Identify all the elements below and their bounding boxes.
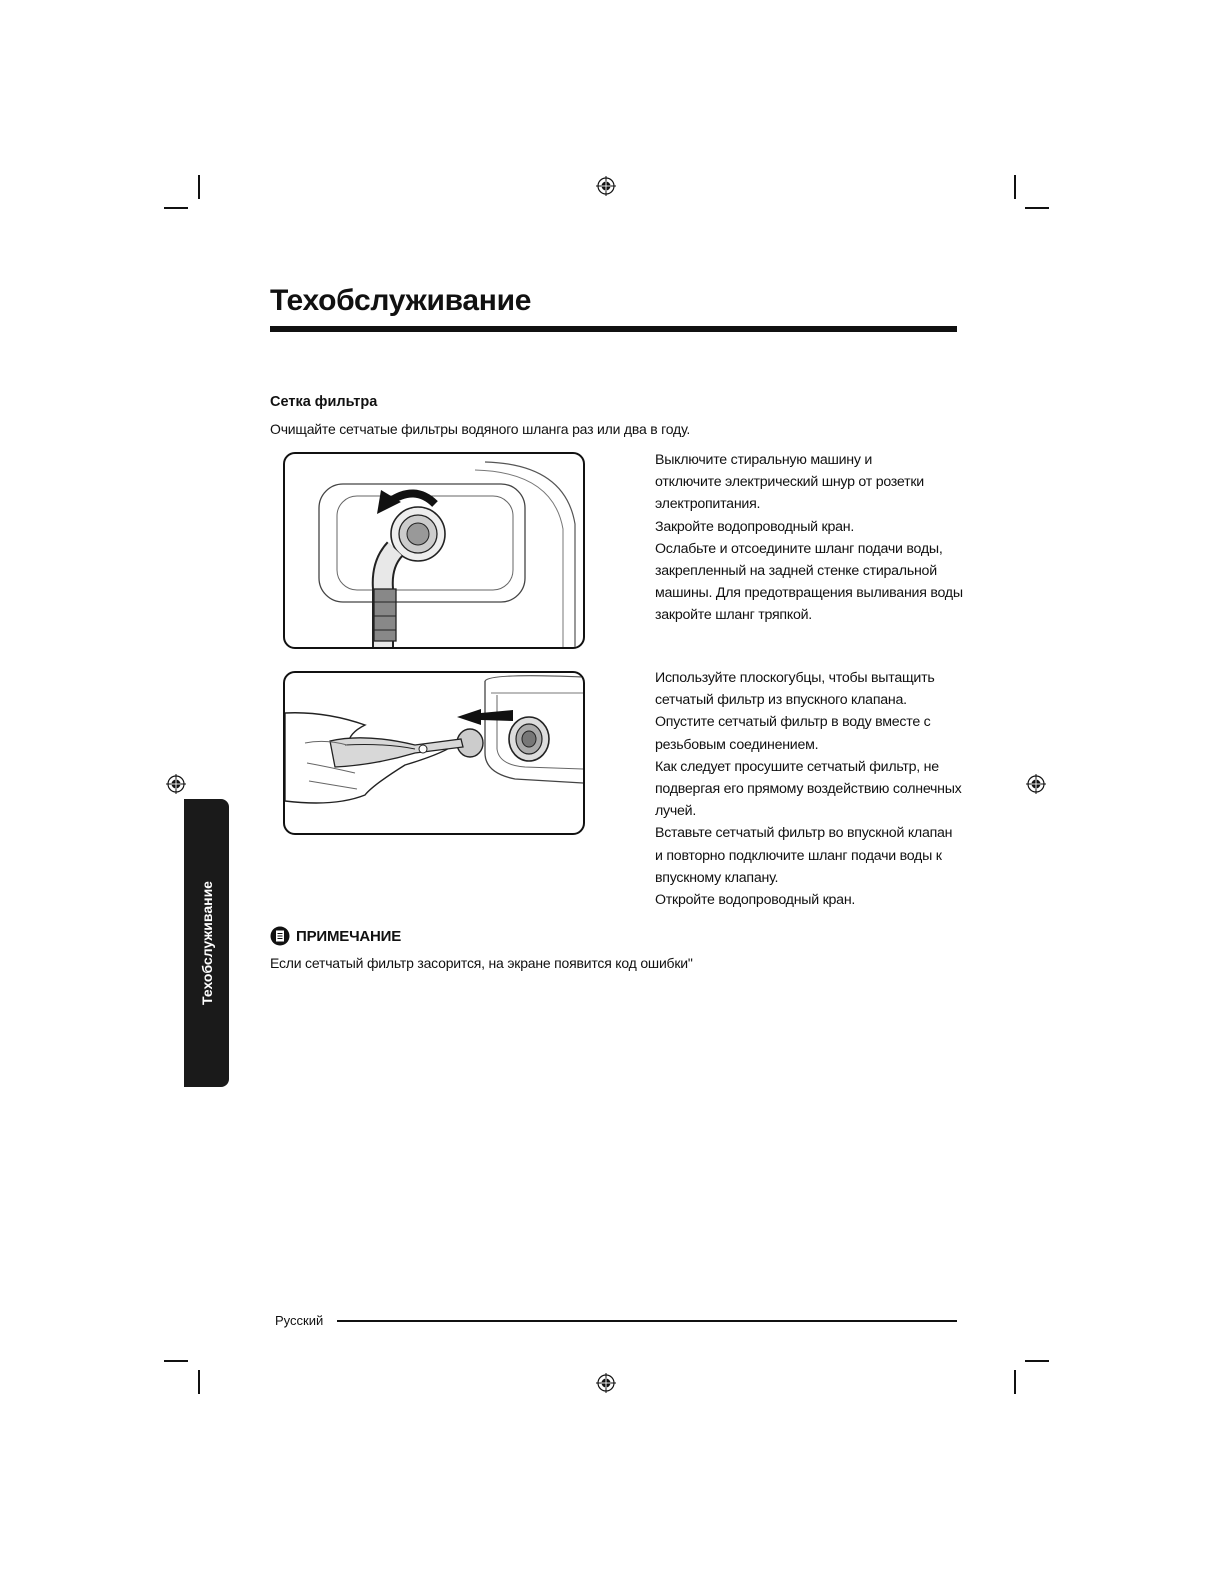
instruction-line: лучей. — [655, 803, 697, 820]
note-text: Если сетчатый фильтр засорится, на экране появится код ошибки" — [270, 955, 693, 971]
section-title: Сетка фильтра — [270, 394, 378, 410]
crop-mark-top-right-v — [1014, 175, 1016, 199]
registration-mark-icon — [596, 1373, 616, 1393]
instruction-line: отключите электрический шнур от розетки — [655, 474, 924, 491]
pliers-filter-removal-illustration — [283, 671, 585, 835]
registration-mark-icon — [596, 176, 616, 196]
crop-mark-top-left-h — [164, 207, 188, 209]
instruction-line: машины. Для предотвращения выливания воды — [655, 585, 963, 602]
side-chapter-tab — [184, 799, 229, 1087]
instruction-line: закрепленный на задней стенке стиральной — [655, 563, 937, 580]
instruction-line: Закройте водопроводный кран. — [655, 518, 855, 535]
note-icon — [270, 926, 290, 946]
page-title: Техобслуживание — [270, 284, 532, 317]
crop-mark-top-left-v — [198, 175, 200, 199]
footer-rule — [337, 1320, 957, 1322]
instruction-line: подвергая его прямому воздействию солнечных — [655, 781, 962, 798]
footer-language: Русский — [275, 1313, 324, 1328]
instruction-line: электропитания. — [655, 496, 761, 513]
crop-mark-bottom-right-v — [1014, 1370, 1016, 1394]
registration-mark-icon — [166, 774, 186, 794]
instruction-line: Как следует просушите сетчатый фильтр, не — [655, 758, 939, 775]
hose-disconnect-illustration — [283, 452, 585, 649]
section-intro: Очищайте сетчатые фильтры водяного шланга раз или два в году. — [270, 421, 691, 437]
instruction-line: сетчатый фильтр из впускного клапана. — [655, 692, 907, 709]
instruction-line: и повторно подключите шланг подачи воды к — [655, 847, 942, 864]
note-heading — [270, 926, 401, 946]
registration-mark-icon — [1026, 774, 1046, 794]
instruction-line: Используйте плоскогубцы, чтобы вытащить — [655, 670, 935, 686]
crop-mark-bottom-left-h — [164, 1360, 188, 1362]
instruction-line: Выключите стиральную машину и — [655, 452, 873, 468]
instruction-line: Вставьте сетчатый фильтр во впускной клапан — [655, 825, 953, 842]
instructions-group-2 — [655, 667, 965, 911]
instruction-line: впускному клапану. — [655, 869, 779, 886]
crop-mark-top-right-h — [1025, 207, 1049, 209]
note-label: ПРИМЕЧАНИЕ — [296, 927, 402, 945]
crop-mark-bottom-left-v — [198, 1370, 200, 1394]
crop-mark-bottom-right-h — [1025, 1360, 1049, 1362]
side-tab-label: Техобслуживание — [198, 881, 215, 1005]
instruction-line: закройте шланг тряпкой. — [655, 607, 812, 624]
instruction-line: Откройте водопроводный кран. — [655, 892, 856, 909]
instruction-line: Опустите сетчатый фильтр в воду вместе с — [655, 714, 931, 731]
instruction-line: Ослабьте и отсоедините шланг подачи воды, — [655, 540, 943, 557]
title-rule — [270, 326, 957, 332]
instruction-line: резьбовым соединением. — [655, 736, 819, 753]
instructions-group-1 — [655, 449, 965, 627]
